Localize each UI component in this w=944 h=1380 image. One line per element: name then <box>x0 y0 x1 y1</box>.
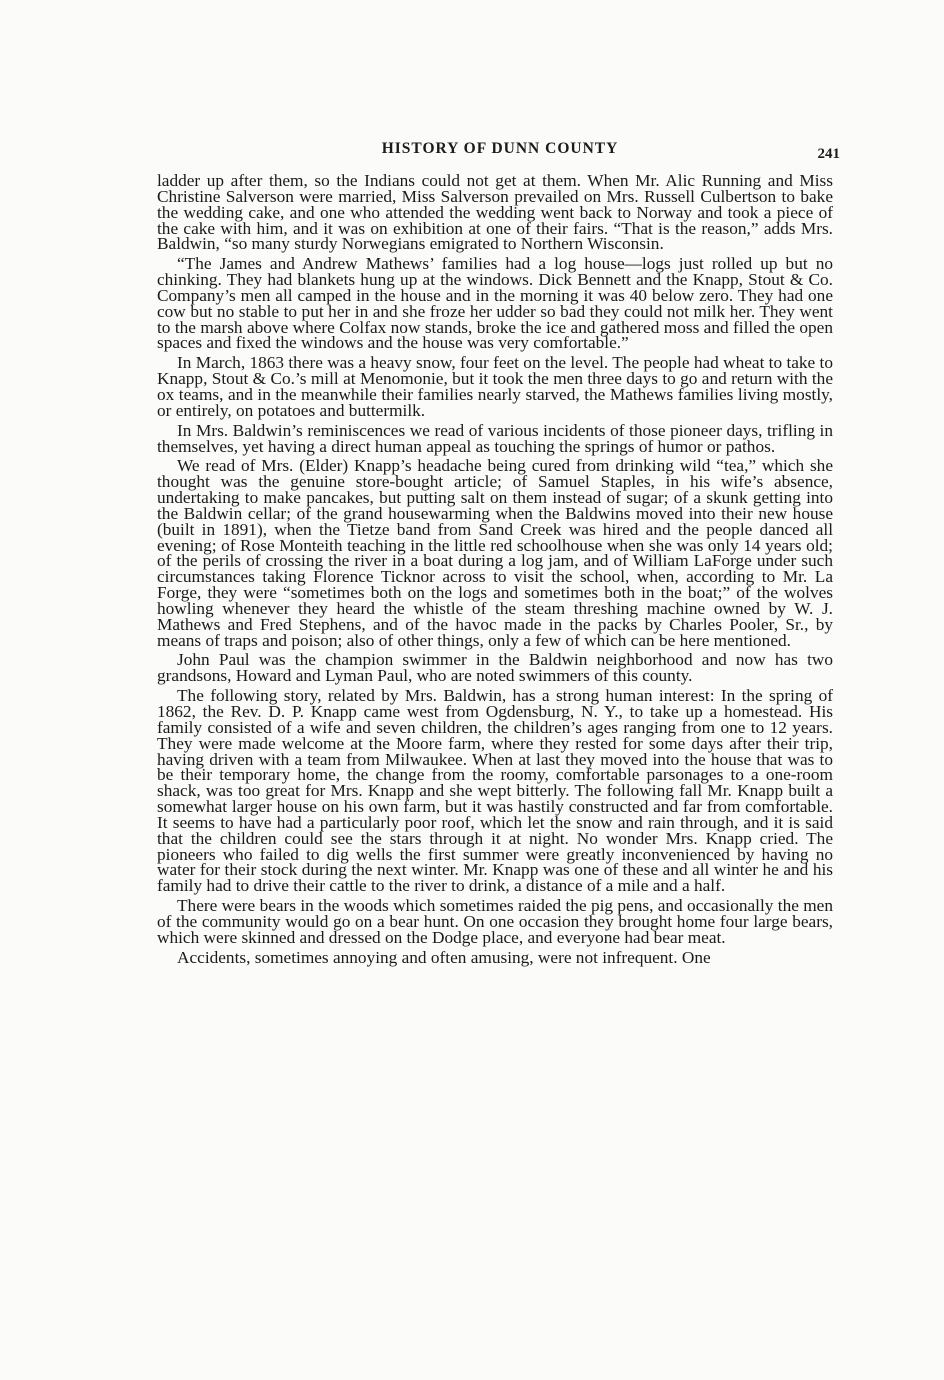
paragraph: Accidents, sometimes annoying and often amusing, were not infrequent. One <box>177 947 711 967</box>
page-body <box>157 173 833 970</box>
page-header <box>160 138 840 162</box>
paragraph: ladder up after them, so the Indians could not get at them. When Mr. Alic Running and Miss Christine Salverson were married, Miss Salverson prevailed on Mrs. Russell Culbertson to bake the wedding cake, and one who attended the wedding went back to Norway and took a piece of the cake with him, and it was on exhibition at one of their fairs. “That is the reason,” adds Mrs. Baldwin, “so many sturdy Norwegians emigrated to Northern Wisconsin. <box>157 171 833 254</box>
paragraph: “The James and Andrew Mathews’ families had a log house—logs just rolled up but no chinking. They had blankets hung up at the windows. Dick Bennett and the Knapp, Stout & Co. Company’s men all camped in the house and in the morning it was 40 below zero. They had one cow but no stable to put her in and she froze her udder so bad they could not milk her. They went to the marsh above where Colfax now stands, broke the ice and gathered moss and filled the open spaces and fixed the windows and the house was very comfortable.” <box>157 254 833 353</box>
paragraph: We read of Mrs. (Elder) Knapp’s headache being cured from drinking wild “tea,” which she thought was the genuine store-bought article; of Samuel Staples, in his wife’s absence, undertaking to make pancakes, but putting salt on them instead of sugar; of a skunk getting into the Baldwin cellar; of the grand housewarming when the Baldwins moved into their new house (built in 1891), when the Tietze band from Sand Creek was hired and the people danced all evening; of Rose Monteith teaching in the little red schoolhouse when she was only 14 years old; of the perils of crossing the river in a boat during a log jam, and of William LaForge under such circumstances taking Florence Ticknor across to visit the school, when, according to Mr. La Forge, they were “sometimes both on the logs and sometimes both in the boat;” of the wolves howling whenever they heard the whistle of the steam threshing machine owned by W. J. Mathews and Fred Stephens, and of the havoc made in the packs by Charles Pooler, Sr., by means of traps and poison; also of other things, only a few of which can be here mentioned. <box>157 456 833 650</box>
paragraph: There were bears in the woods which sometimes raided the pig pens, and occasionally the men of the community would go on a bear hunt. On one occasion they brought home four large bears, which were skinned and dressed on the Dodge place, and everyone had bear meat. <box>157 896 833 947</box>
running-title: HISTORY OF DUNN COUNTY <box>381 140 619 157</box>
paragraph: In Mrs. Baldwin’s reminiscences we read of various incidents of those pioneer days, trifling in themselves, yet having a direct human appeal as touching the springs of humor or pathos. <box>157 420 833 456</box>
paragraph: The following story, related by Mrs. Baldwin, has a strong human interest: In the spring of 1862, the Rev. D. P. Knapp came west from Ogdensburg, N. Y., to take up a homestead. His family consisted of a wife and seven children, the children’s ages ranging from one to 12 years. They were made welcome at the Moore farm, where they rested for some days after their trip, having driven with a team from Milwaukee. When at last they moved into the house that was to be their temporary home, the change from the roomy, comfortable parsonages to a one-room shack, was too great for Mrs. Knapp and she wept bitterly. The following fall Mr. Knapp built a somewhat larger house on his own farm, but it was hastily constructed and far from comfortable. It seems to have had a particularly poor roof, which let the snow and rain through, and it is said that the children could see the stars through it at night. No wonder Mrs. Knapp cried. The pioneers who failed to dig wells the first summer were greatly inconvenienced by having no water for their stock during the next winter. Mr. Knapp was one of these and all winter he and his family had to drive their cattle to the river to drink, a distance of a mile and a half. <box>157 686 833 896</box>
page-number: 241 <box>817 146 840 162</box>
paragraph: In March, 1863 there was a heavy snow, four feet on the level. The people had wheat to take to Knapp, Stout & Co.’s mill at Menomonie, but it took the men three days to go and return with the ox teams, and in the meanwhile their families nearly starved, the Mathews families living mostly, or entirely, on potatoes and buttermilk. <box>157 353 833 420</box>
paragraph: John Paul was the champion swimmer in the Baldwin neighborhood and now has two grandsons, Howard and Lyman Paul, who are noted swimmers of this county. <box>157 650 833 686</box>
